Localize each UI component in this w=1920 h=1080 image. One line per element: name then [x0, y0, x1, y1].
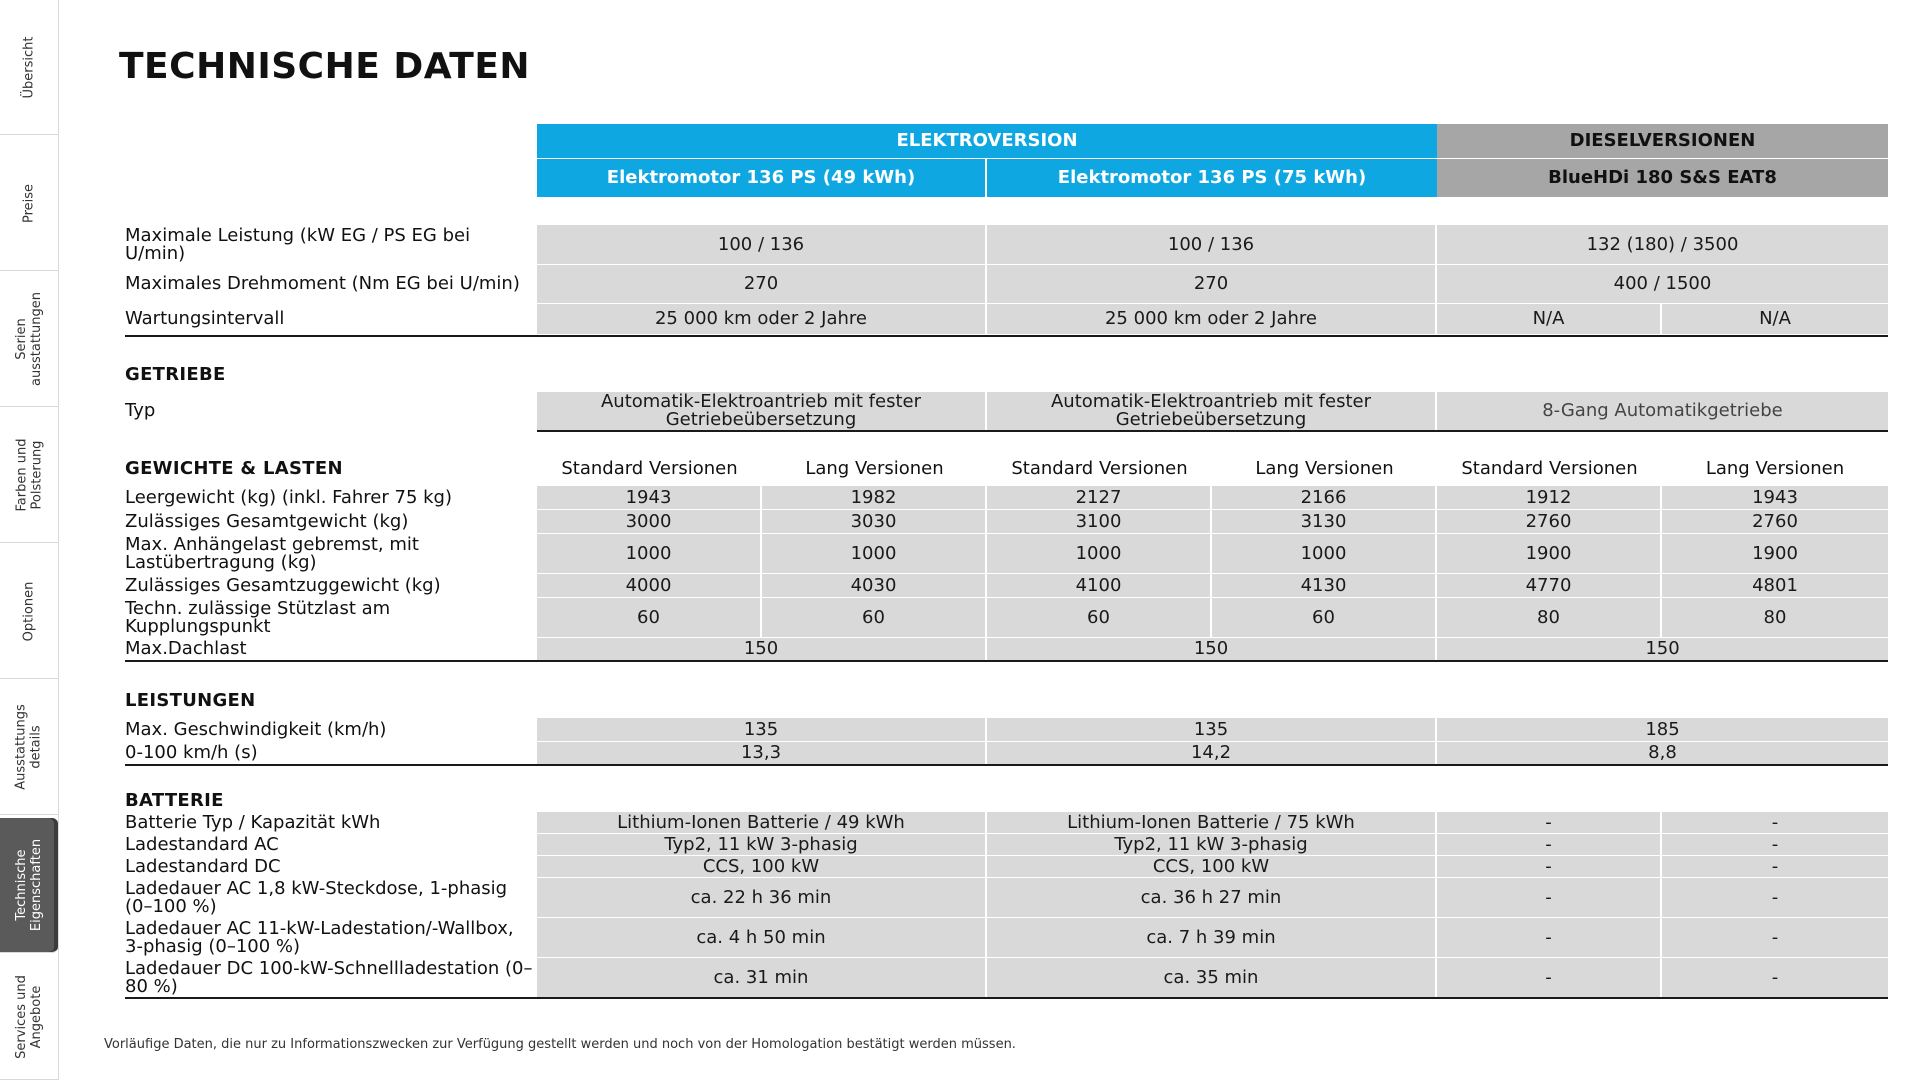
- header-e1: Elektromotor 136 PS (49 kWh): [537, 159, 987, 197]
- row-label: Techn. zulässige Stützlast am Kupplungspunkt: [125, 597, 391, 637]
- cell: 1912: [1437, 486, 1662, 509]
- cell-e2: CCS, 100 kW: [987, 856, 1437, 877]
- sidebar-tab-label: Ausstattungs details: [14, 704, 45, 790]
- cell: 4770: [1437, 574, 1662, 597]
- cell: 4801: [1662, 574, 1888, 597]
- sidebar-tab-preise[interactable]: [0, 136, 58, 271]
- cell-e1: Lithium-Ionen Batterie / 49 kWh: [537, 812, 987, 833]
- cell-e2: 270: [987, 265, 1437, 303]
- cell-e2: Automatik-Elektroantrieb mit fester Getriebeübersetzung: [987, 392, 1437, 430]
- header-dieselversionen: DIESELVERSIONEN: [1437, 124, 1888, 158]
- row-label: Ladedauer AC 11-kW-Ladestation/-Wallbox, 3-phasig (0–100 %): [125, 917, 514, 957]
- row-label: Wartungsintervall: [125, 308, 285, 329]
- cell-e2: 14,2: [987, 742, 1437, 764]
- sidebar-tab-label: Optionen: [21, 581, 37, 641]
- sidebar-tab-label: Übersicht: [21, 36, 37, 98]
- cell-e1: 270: [537, 265, 987, 303]
- cell: 1943: [537, 486, 762, 509]
- footnote: Vorläufige Daten, die nur zu Informationszwecken zur Verfügung gestellt werden und noch von der Homologation bestätigt werden müssen.: [104, 1037, 1016, 1052]
- page-title: TECHNISCHE DATEN: [119, 46, 531, 87]
- cell: 1000: [1212, 534, 1437, 573]
- cell: 2760: [1662, 510, 1888, 533]
- sidebar-tab-label: Technische Eigenschaften: [14, 838, 44, 932]
- sidebar-tab-farben[interactable]: [0, 408, 58, 543]
- sidebar-tab-serienausstattungen[interactable]: [0, 272, 58, 407]
- row-label: Max. Geschwindigkeit (km/h): [125, 718, 387, 740]
- cell: 1900: [1662, 534, 1888, 573]
- cell: 4100: [987, 574, 1212, 597]
- cell-d1: -: [1437, 834, 1662, 855]
- cell-d: 8,8: [1437, 742, 1888, 764]
- row-label: Batterie Typ / Kapazität kWh: [125, 811, 381, 833]
- cell: 80: [1437, 598, 1662, 637]
- cell-e1: 13,3: [537, 742, 987, 764]
- table-row: [125, 534, 1888, 573]
- header-e2: Elektromotor 136 PS (75 kWh): [987, 159, 1437, 197]
- table-row: [125, 638, 1888, 660]
- cell: 60: [1212, 598, 1437, 637]
- section-title-batterie: BATTERIE: [125, 790, 224, 811]
- cell-d1: -: [1437, 878, 1662, 917]
- cell: 3030: [762, 510, 987, 533]
- sidebar-tab-ausstattungsdetails[interactable]: [0, 680, 58, 815]
- cell: 1982: [762, 486, 987, 509]
- cell-e2: ca. 7 h 39 min: [987, 918, 1437, 957]
- table-row: [125, 392, 1888, 430]
- header-model-row: [125, 159, 1888, 197]
- header-group-row: [125, 124, 1888, 158]
- table-row: [125, 856, 1888, 877]
- cell: 60: [762, 598, 987, 637]
- cell: 4000: [537, 574, 762, 597]
- table-row: [125, 834, 1888, 855]
- subheader-standard: Standard Versionen: [561, 458, 738, 479]
- header-elektroversion: ELEKTROVERSION: [537, 124, 1437, 158]
- sidebar-tab-services[interactable]: [0, 954, 58, 1080]
- cell-e2: Lithium-Ionen Batterie / 75 kWh: [987, 812, 1437, 833]
- table-row: [125, 225, 1888, 264]
- table-row: [125, 304, 1888, 334]
- sidebar-tab-label: Services und Angebote: [14, 974, 44, 1059]
- cell-d: 132 (180) / 3500: [1437, 225, 1888, 264]
- cell-d1: -: [1437, 812, 1662, 833]
- cell: 1000: [537, 534, 762, 573]
- cell: 2166: [1212, 486, 1437, 509]
- cell-e2: 150: [987, 638, 1437, 660]
- table-row: [125, 742, 1888, 764]
- section-title-leistungen: LEISTUNGEN: [125, 690, 256, 711]
- table-row: [125, 598, 1888, 637]
- subheader-standard: Standard Versionen: [1011, 458, 1188, 479]
- cell-d: 150: [1437, 638, 1888, 660]
- cell: 60: [537, 598, 762, 637]
- section-divider: [125, 997, 1888, 999]
- cell-d2: -: [1662, 958, 1888, 997]
- cell-d2: -: [1662, 878, 1888, 917]
- table-row: [125, 486, 1888, 509]
- cell-e2: ca. 35 min: [987, 958, 1437, 997]
- cell-e1: ca. 31 min: [537, 958, 987, 997]
- row-label: Max.Dachlast: [125, 638, 247, 659]
- row-label: Maximale Leistung (kW EG / PS EG bei U/min): [125, 224, 471, 264]
- cell: 3000: [537, 510, 762, 533]
- cell-d2: N/A: [1662, 304, 1888, 334]
- cell-e2: 25 000 km oder 2 Jahre: [987, 304, 1437, 334]
- table-row: [125, 718, 1888, 741]
- section-divider: [125, 335, 1888, 337]
- table-row: [125, 812, 1888, 833]
- cell-e1: 150: [537, 638, 987, 660]
- cell: 1943: [1662, 486, 1888, 509]
- row-label: Typ: [125, 400, 156, 421]
- cell-e1: 25 000 km oder 2 Jahre: [537, 304, 987, 334]
- cell-e2: 135: [987, 718, 1437, 741]
- cell-d1: -: [1437, 958, 1662, 997]
- cell-e1: 100 / 136: [537, 225, 987, 264]
- table-row: [125, 918, 1888, 957]
- cell-e2: ca. 36 h 27 min: [987, 878, 1437, 917]
- cell: 3130: [1212, 510, 1437, 533]
- section-divider: [537, 430, 1888, 432]
- row-label: Leergewicht (kg) (inkl. Fahrer 75 kg): [125, 486, 453, 508]
- table-row: [125, 958, 1888, 997]
- cell-d1: N/A: [1437, 304, 1662, 334]
- cell-d: 185: [1437, 718, 1888, 741]
- cell-d2: -: [1662, 918, 1888, 957]
- header-d1: BlueHDi 180 S&S EAT8: [1437, 159, 1888, 197]
- subheader-lang: Lang Versionen: [805, 458, 944, 479]
- subheader-lang: Lang Versionen: [1705, 458, 1845, 479]
- row-label: Ladestandard DC: [125, 855, 281, 877]
- cell: 60: [987, 598, 1212, 637]
- cell-d1: -: [1437, 918, 1662, 957]
- subheader-lang: Lang Versionen: [1255, 458, 1394, 479]
- cell: 2127: [987, 486, 1212, 509]
- cell-e1: Typ2, 11 kW 3-phasig: [537, 834, 987, 855]
- cell: 80: [1662, 598, 1888, 637]
- cell-e1: ca. 22 h 36 min: [537, 878, 987, 917]
- sidebar-tab-label: Farben und Polsterung: [14, 438, 45, 512]
- subheader-standard: Standard Versionen: [1461, 458, 1638, 479]
- cell-d2: -: [1662, 834, 1888, 855]
- row-label: Zulässiges Gesamtgewicht (kg): [125, 510, 409, 532]
- cell-d: 8-Gang Automatikgetriebe: [1437, 392, 1888, 430]
- sidebar-tab-label: Serien ausstattungen: [14, 292, 45, 386]
- cell-d: 400 / 1500: [1437, 265, 1888, 303]
- cell: 1000: [762, 534, 987, 573]
- row-label: Ladedauer DC 100-kW-Schnellladestation (0–80 %): [125, 957, 533, 997]
- cell-e2: 100 / 136: [987, 225, 1437, 264]
- cell: 3100: [987, 510, 1212, 533]
- section-title-gewichte: GEWICHTE & LASTEN: [125, 458, 343, 479]
- row-label: 0-100 km/h (s): [125, 742, 258, 763]
- table-row: [125, 878, 1888, 917]
- row-label: Maximales Drehmoment (Nm EG bei U/min): [125, 273, 520, 294]
- section-divider: [125, 764, 1888, 766]
- table-row: [125, 574, 1888, 597]
- table-row: [125, 265, 1888, 303]
- row-label: Max. Anhängelast gebremst, mit Lastübertragung (kg): [125, 533, 419, 573]
- sidebar-tab-label: Preise: [21, 183, 37, 223]
- sidebar-tab-uebersicht[interactable]: [0, 0, 58, 135]
- cell-d1: -: [1437, 856, 1662, 877]
- cell-d2: -: [1662, 856, 1888, 877]
- cell-e1: CCS, 100 kW: [537, 856, 987, 877]
- cell-e1: Automatik-Elektroantrieb mit fester Getriebeübersetzung: [537, 392, 987, 430]
- row-label: Ladedauer AC 1,8 kW-Steckdose, 1-phasig (0–100 %): [125, 877, 508, 917]
- sidebar-nav: [0, 0, 59, 1080]
- cell: 2760: [1437, 510, 1662, 533]
- cell-e2: Typ2, 11 kW 3-phasig: [987, 834, 1437, 855]
- cell: 1000: [987, 534, 1212, 573]
- cell-d2: -: [1662, 812, 1888, 833]
- cell: 4130: [1212, 574, 1437, 597]
- sidebar-tab-optionen[interactable]: [0, 544, 58, 679]
- section-divider: [125, 660, 1888, 662]
- cell-e1: ca. 4 h 50 min: [537, 918, 987, 957]
- cell: 1900: [1437, 534, 1662, 573]
- cell-e1: 135: [537, 718, 987, 741]
- table-row: [125, 510, 1888, 533]
- section-title-getriebe: GETRIEBE: [125, 364, 226, 385]
- row-label: Zulässiges Gesamtzuggewicht (kg): [125, 574, 441, 596]
- row-label: Ladestandard AC: [125, 833, 279, 855]
- cell: 4030: [762, 574, 987, 597]
- sidebar-tab-technische-eigenschaften[interactable]: [0, 818, 58, 953]
